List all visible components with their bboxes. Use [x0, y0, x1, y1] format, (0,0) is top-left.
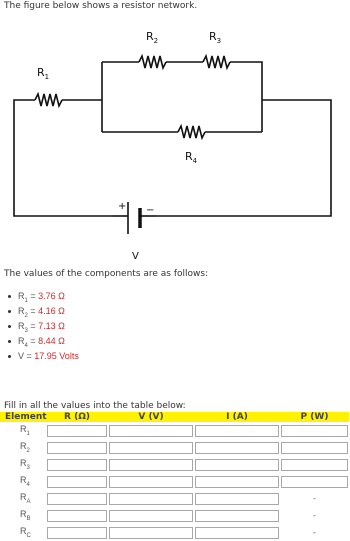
resistance-input[interactable] — [47, 442, 107, 454]
current-input[interactable] — [195, 510, 279, 522]
resistance-input[interactable] — [47, 425, 107, 437]
r3-label: $R_3$ — [209, 30, 222, 45]
resistor-r2-zigzag — [139, 56, 166, 68]
battery-plus-label: + — [118, 201, 127, 212]
current-input[interactable] — [195, 425, 279, 437]
answer-table — [0, 412, 349, 541]
r4-label: $R_4$ — [185, 150, 198, 165]
resistance-input[interactable] — [47, 459, 107, 471]
component-item: $R_3 = 7.13$ Ω — [8, 319, 79, 334]
voltage-input[interactable] — [109, 510, 193, 522]
r1-label: $R_1$ — [37, 66, 50, 81]
power-input[interactable] — [281, 476, 348, 488]
table-row — [0, 422, 349, 439]
intro-text: The figure below shows a resistor network. — [4, 1, 198, 11]
current-input[interactable] — [195, 442, 279, 454]
resistance-input[interactable] — [47, 510, 107, 522]
resistor-r4-zigzag — [178, 126, 205, 138]
bullet-icon — [8, 355, 11, 358]
voltage-input[interactable] — [109, 425, 193, 437]
header-resistance: R (Ω) — [46, 412, 108, 422]
table-header-row — [0, 412, 349, 422]
component-item: $R_4 = 8.44$ Ω — [8, 334, 79, 349]
table-row — [0, 524, 349, 541]
fill-intro-text: Fill in all the values into the table below: — [4, 401, 186, 411]
current-input[interactable] — [195, 527, 279, 539]
resistance-input[interactable] — [47, 493, 107, 505]
battery-minus-label: − — [146, 205, 155, 216]
row-label: $R_B$ — [20, 509, 31, 522]
power-input[interactable] — [281, 425, 348, 437]
resistance-input[interactable] — [47, 527, 107, 539]
component-value: 17.95 Volts — [34, 351, 79, 361]
component-item: $R_1 = 3.76$ Ω — [8, 289, 79, 304]
component-value: 4.16 Ω — [38, 306, 65, 316]
row-label: $R_C$ — [20, 526, 31, 539]
power-dash: - — [313, 493, 316, 503]
voltage-input[interactable] — [109, 459, 193, 471]
header-element: Element — [0, 412, 46, 422]
row-label: $R_2$ — [20, 441, 30, 454]
bullet-icon — [8, 310, 11, 313]
table-row — [0, 473, 349, 490]
row-label: $R_1$ — [20, 424, 30, 437]
table-row — [0, 456, 349, 473]
header-power: P (W) — [280, 412, 349, 422]
power-input[interactable] — [281, 442, 348, 454]
power-input[interactable] — [281, 459, 348, 471]
resistance-input[interactable] — [47, 476, 107, 488]
power-dash: - — [313, 527, 316, 537]
resistor-r3-zigzag — [203, 56, 230, 68]
circuit-diagram — [0, 20, 350, 270]
bullet-icon — [8, 340, 11, 343]
values-intro-text: The values of the components are as follows: — [4, 269, 209, 279]
power-dash: - — [313, 510, 316, 520]
header-current: I (A) — [194, 412, 280, 422]
wire-left — [14, 100, 113, 216]
component-item: V = 17.95 Volts — [8, 349, 79, 364]
bullet-icon — [8, 295, 11, 298]
component-value: 7.13 Ω — [38, 321, 65, 331]
table-row — [0, 439, 349, 456]
component-value: 3.76 Ω — [38, 291, 65, 301]
source-label: V — [132, 251, 139, 262]
current-input[interactable] — [195, 459, 279, 471]
wire-top-right — [230, 62, 262, 132]
component-item: $R_2 = 4.16$ Ω — [8, 304, 79, 319]
wire-right — [156, 100, 331, 216]
row-label: $R_A$ — [20, 492, 31, 505]
r2-label: $R_2$ — [146, 30, 159, 45]
voltage-input[interactable] — [109, 493, 193, 505]
resistor-r1-zigzag — [35, 94, 62, 106]
voltage-input[interactable] — [109, 527, 193, 539]
component-list — [8, 289, 79, 364]
bullet-icon — [8, 325, 11, 328]
row-label: $R_3$ — [20, 458, 30, 471]
current-input[interactable] — [195, 493, 279, 505]
current-input[interactable] — [195, 476, 279, 488]
table-row — [0, 490, 349, 507]
header-voltage: V (V) — [108, 412, 194, 422]
table-row — [0, 507, 349, 524]
voltage-input[interactable] — [109, 442, 193, 454]
component-value: 8.44 Ω — [38, 336, 65, 346]
voltage-input[interactable] — [109, 476, 193, 488]
row-label: $R_4$ — [20, 475, 30, 488]
